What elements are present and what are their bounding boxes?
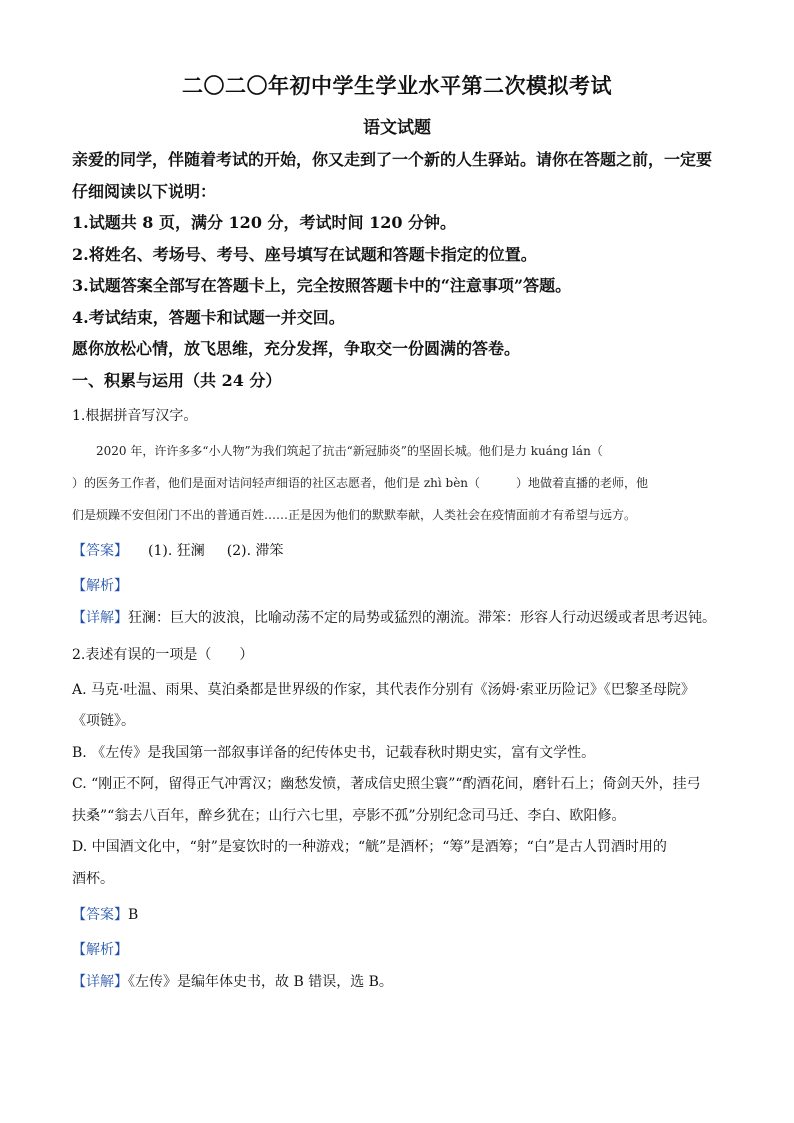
q2-analysis-label: 【解析】 <box>72 942 128 958</box>
exam-subtitle: 语文试题 <box>363 118 431 138</box>
q2-detail-label: 【详解】 <box>72 974 128 990</box>
q2-answer-value: B <box>128 907 139 923</box>
q2-option-a-line2: 《项链》。 <box>72 713 135 729</box>
rule-4: 4.考试结束，答题卡和试题一并交回。 <box>72 308 345 327</box>
q1-answer-label: 【答案】 <box>72 543 128 559</box>
q2-detail-line <box>72 972 732 992</box>
q1-passage-line2: ）的医务工作者，他们是面对诘问轻声细语的社区志愿者，他们是 zhì bèn（ ）地做着直播的老师，他 <box>72 476 649 490</box>
q2-option-b: B. 《左传》是我国第一部叙事详备的纪传体史书，记载春秋时期史实，富有文学性。 <box>72 745 596 761</box>
q1-passage-line3: 们是烦躁不安但闭门不出的普通百姓……正是因为他们的默默奉献，人类社会在疫情面前才有希望与远方。 <box>72 508 637 522</box>
q2-option-d-line2: 酒杯。 <box>72 871 114 887</box>
q2-option-c-line2: 扶桑”“翁去八百年，醉乡犹在；山行六七里，亭影不孤”分别纪念司马迁、李白、欧阳修。 <box>72 808 626 824</box>
intro-greeting-line2: 仔细阅读以下说明： <box>72 182 217 201</box>
intro-greeting-line1: 亲爱的同学，伴随着考试的开始，你又走到了一个新的人生驿站。请你在答题之前，一定要 <box>72 150 713 169</box>
q1-detail-line <box>72 608 732 628</box>
q2-detail-text: 《左传》是编年体史书，故 B 错误，选 B。 <box>128 974 393 990</box>
section-heading: 一、积累与运用（共 24 分） <box>72 371 282 390</box>
rule-2: 2.将姓名、考场号、考号、座号填写在试题和答题卡指定的位置。 <box>72 245 537 264</box>
q2-option-d-line1: D. 中国酒文化中，“射”是宴饮时的一种游戏；“觥”是酒杯；“筹”是酒筹；“白”是古人罚酒时用的 <box>72 839 667 855</box>
q2-option-c-line1: C. “刚正不阿，留得正气冲霄汉；幽愁发愤，著成信史照尘寰”“酌酒花间，磨针石上；倚剑天外，挂弓 <box>72 776 701 792</box>
q1-answer-part1: (1). 狂澜 <box>148 543 205 559</box>
rule-1: 1.试题共 8 页，满分 120 分，考试时间 120 分钟。 <box>72 213 457 232</box>
q2-prompt: 2.表述有误的一项是（ ） <box>72 647 254 663</box>
q2-answer-line <box>72 905 732 925</box>
q1-detail-label: 【详解】 <box>72 610 128 626</box>
q2-option-a-line1: A. 马克·吐温、雨果、莫泊桑都是世界级的作家，其代表作分别有《汤姆·索亚历险记》《巴黎圣母院》 <box>72 682 695 698</box>
q1-analysis-label: 【解析】 <box>72 578 128 594</box>
exam-title: 二〇二〇年初中学生学业水平第二次模拟考试 <box>182 73 612 98</box>
rule-3: 3.试题答案全部写在答题卡上，完全按照答题卡中的“注意事项”答题。 <box>72 276 572 295</box>
q1-detail-text: 狂澜：巨大的波浪，比喻动荡不定的局势或猛烈的潮流。滞笨：形容人行动迟缓或者思考迟钝。 <box>128 610 716 626</box>
q1-answer-line <box>72 541 732 561</box>
q2-answer-label: 【答案】 <box>72 907 128 923</box>
q1-prompt: 1.根据拼音写汉字。 <box>72 408 198 424</box>
q1-passage-line1: 2020 年，许许多多“小人物”为我们筑起了抗击“新冠肺炎”的坚固长城。他们是力 kuáng lán（ <box>72 444 603 458</box>
q1-answer-part2: (2). 滞笨 <box>226 543 284 559</box>
intro-closing: 愿你放松心情，放飞思维，充分发挥，争取交一份圆满的答卷。 <box>72 339 521 358</box>
